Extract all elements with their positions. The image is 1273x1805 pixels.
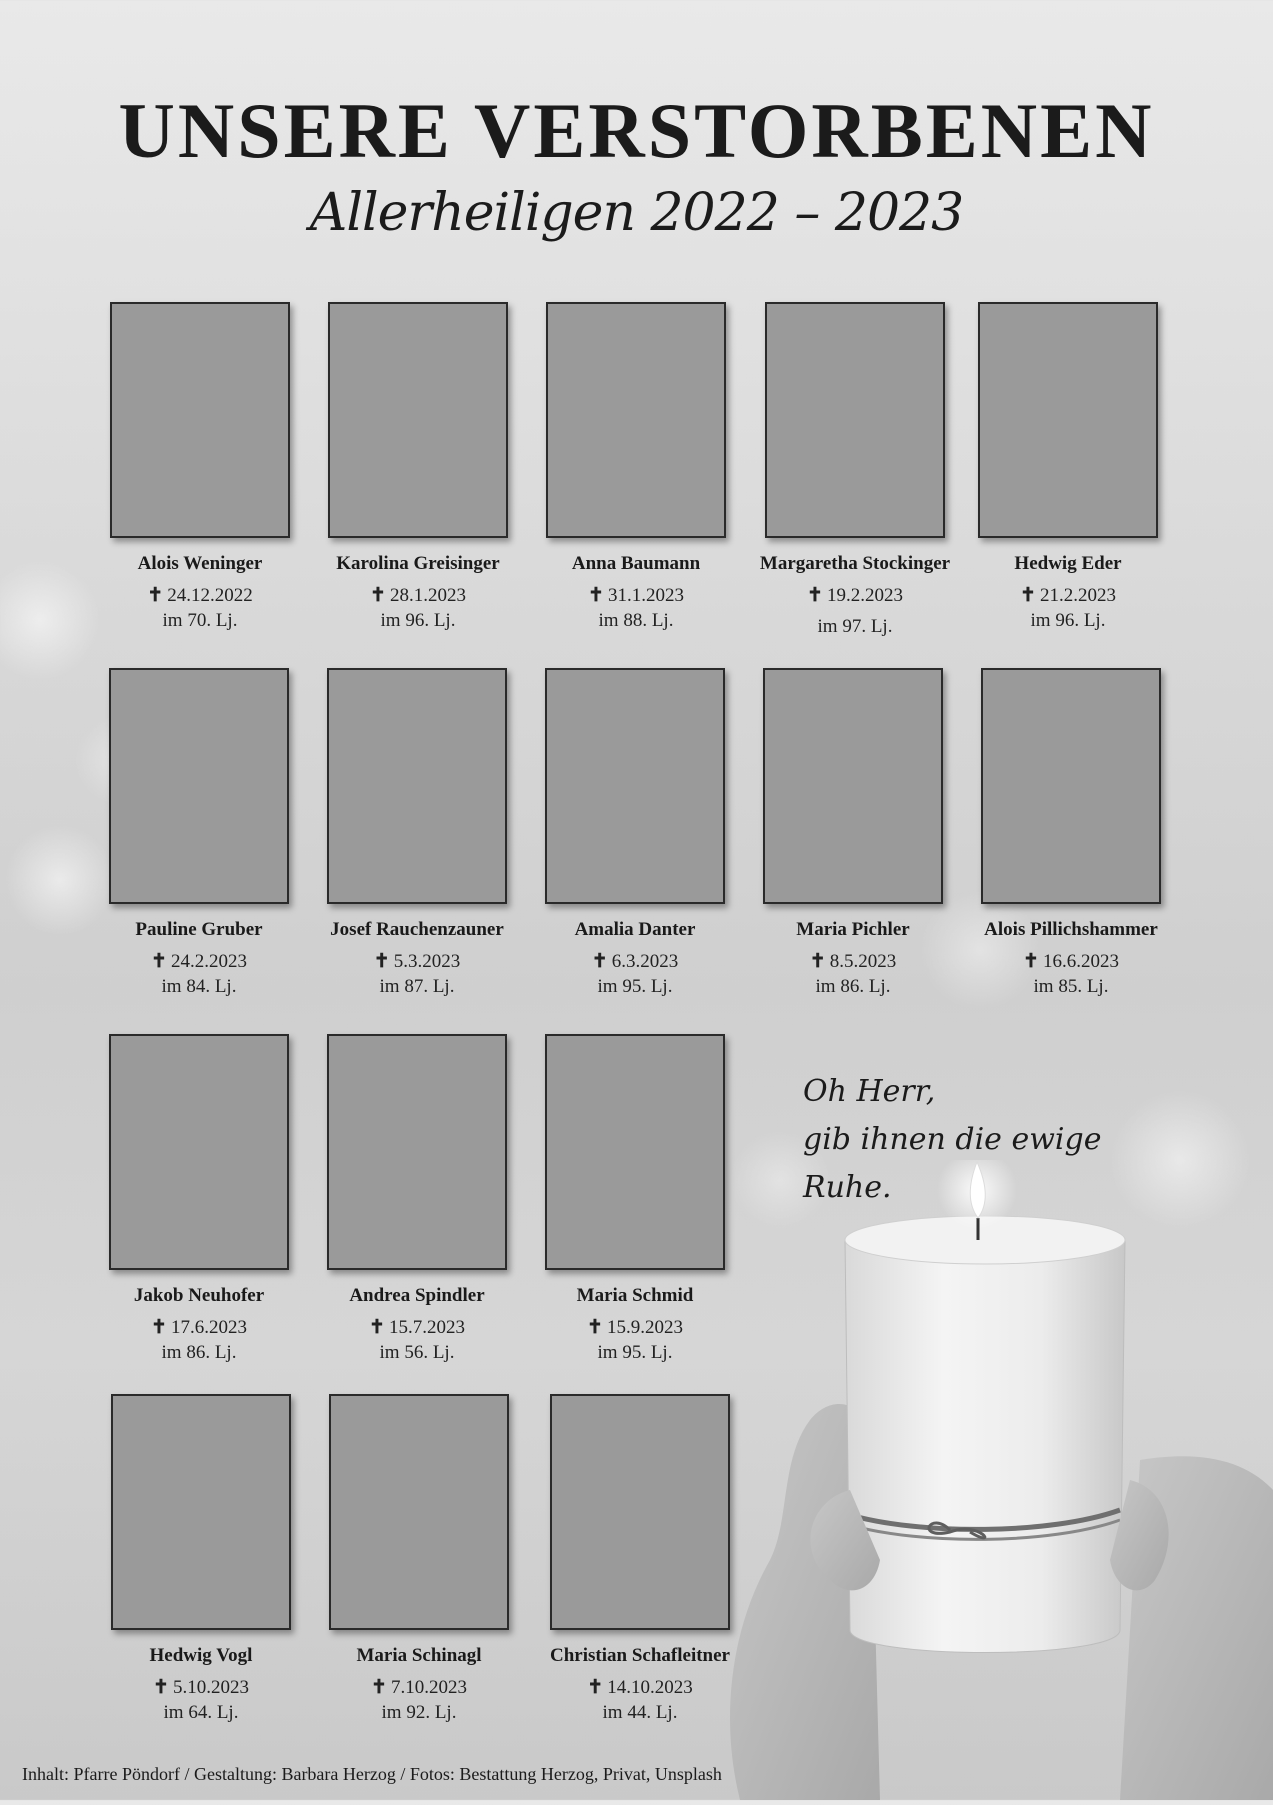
person-name: Alois Weninger xyxy=(137,553,263,574)
death-date-value: 15.9.2023 xyxy=(606,1317,683,1338)
age-info: im 97. Lj. xyxy=(817,616,893,637)
page-subtitle: Allerheiligen 2022 – 2023 xyxy=(309,183,964,243)
cross-icon: ✝ xyxy=(588,585,604,606)
age-info: im 85. Lj. xyxy=(1033,976,1109,997)
death-date-value: 6.3.2023 xyxy=(611,951,679,972)
death-date xyxy=(941,950,1201,973)
age-info: im 96. Lj. xyxy=(1030,610,1106,631)
cross-icon: ✝ xyxy=(587,1677,604,1698)
cross-icon: ✝ xyxy=(147,585,164,606)
person-name: Anna Baumann xyxy=(571,553,701,574)
age-info: im 84. Lj. xyxy=(161,976,237,997)
death-date-value: 24.12.2022 xyxy=(167,585,253,606)
age-info: im 92. Lj. xyxy=(381,1702,457,1723)
portrait-photo xyxy=(111,1394,291,1630)
portrait-photo xyxy=(765,302,945,538)
age-info: im 86. Lj. xyxy=(815,976,891,997)
candle-illustration xyxy=(700,1160,1273,1800)
person-name: Maria Pichler xyxy=(796,919,910,940)
age-info: im 86. Lj. xyxy=(161,1342,237,1363)
portrait-photo xyxy=(109,1034,289,1270)
age-info: im 44. Lj. xyxy=(602,1702,678,1723)
footer-credits: Inhalt: Pfarre Pöndorf / Gestaltung: Barbara Herzog / Fotos: Bestattung Herzog, Privat, Unsplash xyxy=(22,1764,722,1784)
person-name: Maria Schmid xyxy=(576,1285,694,1306)
age-info: im 87. Lj. xyxy=(379,976,455,997)
prayer-line-1: Oh Herr, xyxy=(803,1074,936,1109)
person-name: Margaretha Stockinger xyxy=(759,553,951,574)
portrait-photo xyxy=(329,1394,509,1630)
death-date xyxy=(938,584,1198,607)
death-date-value: 31.1.2023 xyxy=(607,585,684,606)
person-name: Josef Rauchenzauner xyxy=(330,919,504,940)
death-date-value: 8.5.2023 xyxy=(829,951,897,972)
person-name: Hedwig Vogl xyxy=(149,1645,253,1666)
cross-icon: ✝ xyxy=(1023,951,1039,972)
cross-icon: ✝ xyxy=(373,951,390,972)
death-date-value: 14.10.2023 xyxy=(607,1677,693,1698)
person-name: Maria Schinagl xyxy=(356,1645,482,1666)
age-info: im 56. Lj. xyxy=(379,1342,455,1363)
portrait-photo xyxy=(978,302,1158,538)
person-name: Amalia Danter xyxy=(574,919,696,940)
portrait-photo xyxy=(109,668,289,904)
death-date-value: 7.10.2023 xyxy=(390,1677,467,1698)
person-name: Jakob Neuhofer xyxy=(133,1285,265,1306)
age-info: im 88. Lj. xyxy=(598,610,674,631)
age-info: im 96. Lj. xyxy=(380,610,456,631)
death-date-value: 5.10.2023 xyxy=(172,1677,249,1698)
death-date-value: 17.6.2023 xyxy=(170,1317,247,1338)
death-date-value: 21.2.2023 xyxy=(1039,585,1116,606)
person-name: Pauline Gruber xyxy=(135,919,263,940)
death-date-value: 24.2.2023 xyxy=(170,951,247,972)
portrait-photo xyxy=(327,1034,507,1270)
death-date-value: 28.1.2023 xyxy=(389,585,466,606)
age-info: im 95. Lj. xyxy=(597,1342,673,1363)
death-date-value: 19.2.2023 xyxy=(826,585,903,606)
portrait-photo xyxy=(545,1034,725,1270)
portrait-photo xyxy=(763,668,943,904)
cross-icon: ✝ xyxy=(809,951,826,972)
cross-icon: ✝ xyxy=(371,1677,387,1698)
cross-icon: ✝ xyxy=(587,1317,603,1338)
person-name: Christian Schafleitner xyxy=(550,1645,730,1666)
death-date-value: 5.3.2023 xyxy=(393,951,461,972)
person-name: Hedwig Eder xyxy=(1014,553,1122,574)
portrait-photo xyxy=(110,302,290,538)
death-date-value: 15.7.2023 xyxy=(388,1317,465,1338)
death-date-value: 16.6.2023 xyxy=(1042,951,1119,972)
cross-icon: ✝ xyxy=(807,585,823,606)
portrait-photo xyxy=(327,668,507,904)
person-name: Alois Pillichshammer xyxy=(984,919,1158,940)
cross-icon: ✝ xyxy=(151,951,167,972)
cross-icon: ✝ xyxy=(1020,585,1036,606)
age-info: im 70. Lj. xyxy=(162,610,238,631)
cross-icon: ✝ xyxy=(369,1317,385,1338)
portrait-photo xyxy=(328,302,508,538)
cross-icon: ✝ xyxy=(151,1317,167,1338)
candle-in-hands-icon xyxy=(700,1160,1273,1800)
person-name: Andrea Spindler xyxy=(349,1285,485,1306)
portrait-photo xyxy=(546,302,726,538)
portrait-photo xyxy=(545,668,725,904)
person-name: Karolina Greisinger xyxy=(336,553,500,574)
page-title: UNSERE VERSTORBENEN xyxy=(118,87,1155,174)
age-info: im 95. Lj. xyxy=(597,976,673,997)
cross-icon: ✝ xyxy=(370,585,386,606)
portrait-photo xyxy=(981,668,1161,904)
cross-icon: ✝ xyxy=(153,1677,169,1698)
cross-icon: ✝ xyxy=(591,951,608,972)
age-info: im 64. Lj. xyxy=(163,1702,239,1723)
prayer-line-2: gib ihnen die ewige Ruhe. xyxy=(803,1122,1102,1205)
